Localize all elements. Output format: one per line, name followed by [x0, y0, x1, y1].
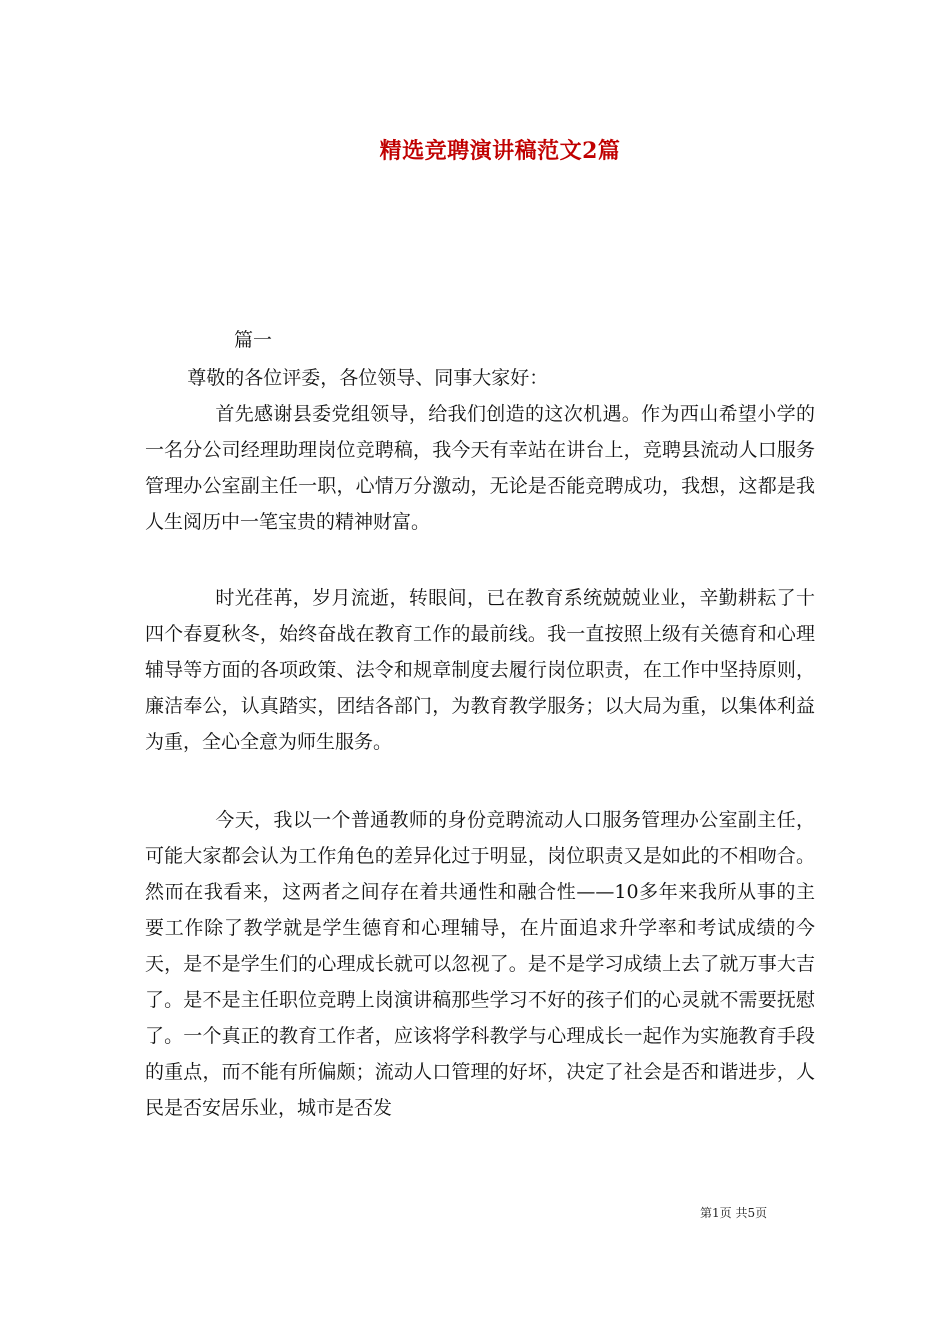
paragraph-greeting: 尊敬的各位评委，各位领导、同事大家好：: [145, 367, 549, 389]
paragraph-3: 今天，我以一个普通教师的身份竞聘流动人口服务管理办公室副主任，可能大家都会认为工作角色的差异化过于明显，岗位职责又是如此的不相吻合。然而在我看来，这两者之间存在着共通性和融合性——10多年来我所从事的主要工作除了教学就是学生德育和心理辅导，在片面追求升学率和考试成绩的今天，是不是学生们的心理成长就可以忽视了。是不是学习成绩上去了就万事大吉了。是不是主任职位竞聘上岗演讲稿那些学习不好的孩子们的心灵就不需要抚慰了。一个真正的教育工作者，应该将学科教学与心理成长一起作为实施教育手段的重点，而不能有所偏颇；流动人口管理的好坏，决定了社会是否和谐进步，人民是否安居乐业，城市是否发: [145, 809, 815, 1119]
document-title: 精选竞聘演讲稿范文2篇: [379, 138, 621, 164]
paragraph-1: 首先感谢县委党组领导，给我们创造的这次机遇。作为西山希望小学的一名分公司经理助理岗位竞聘稿，我今天有幸站在讲台上，竞聘县流动人口服务管理办公室副主任一职，心情万分激动，无论是否能竞聘成功，我想，这都是我人生阅历中一笔宝贵的精神财富。: [145, 403, 815, 533]
page-footer: 第1页 共5页: [700, 1206, 768, 1220]
section-heading: 篇一: [234, 329, 273, 351]
paragraph-2: 时光荏苒，岁月流逝，转眼间，已在教育系统兢兢业业，辛勤耕耘了十四个春夏秋冬，始终奋战在教育工作的最前线。我一直按照上级有关德育和心理辅导等方面的各项政策、法令和规章制度去履行岗位职责，在工作中坚持原则，廉洁奉公，认真踏实，团结各部门，为教育教学服务；以大局为重，以集体利益为重，全心全意为师生服务。: [145, 587, 815, 753]
